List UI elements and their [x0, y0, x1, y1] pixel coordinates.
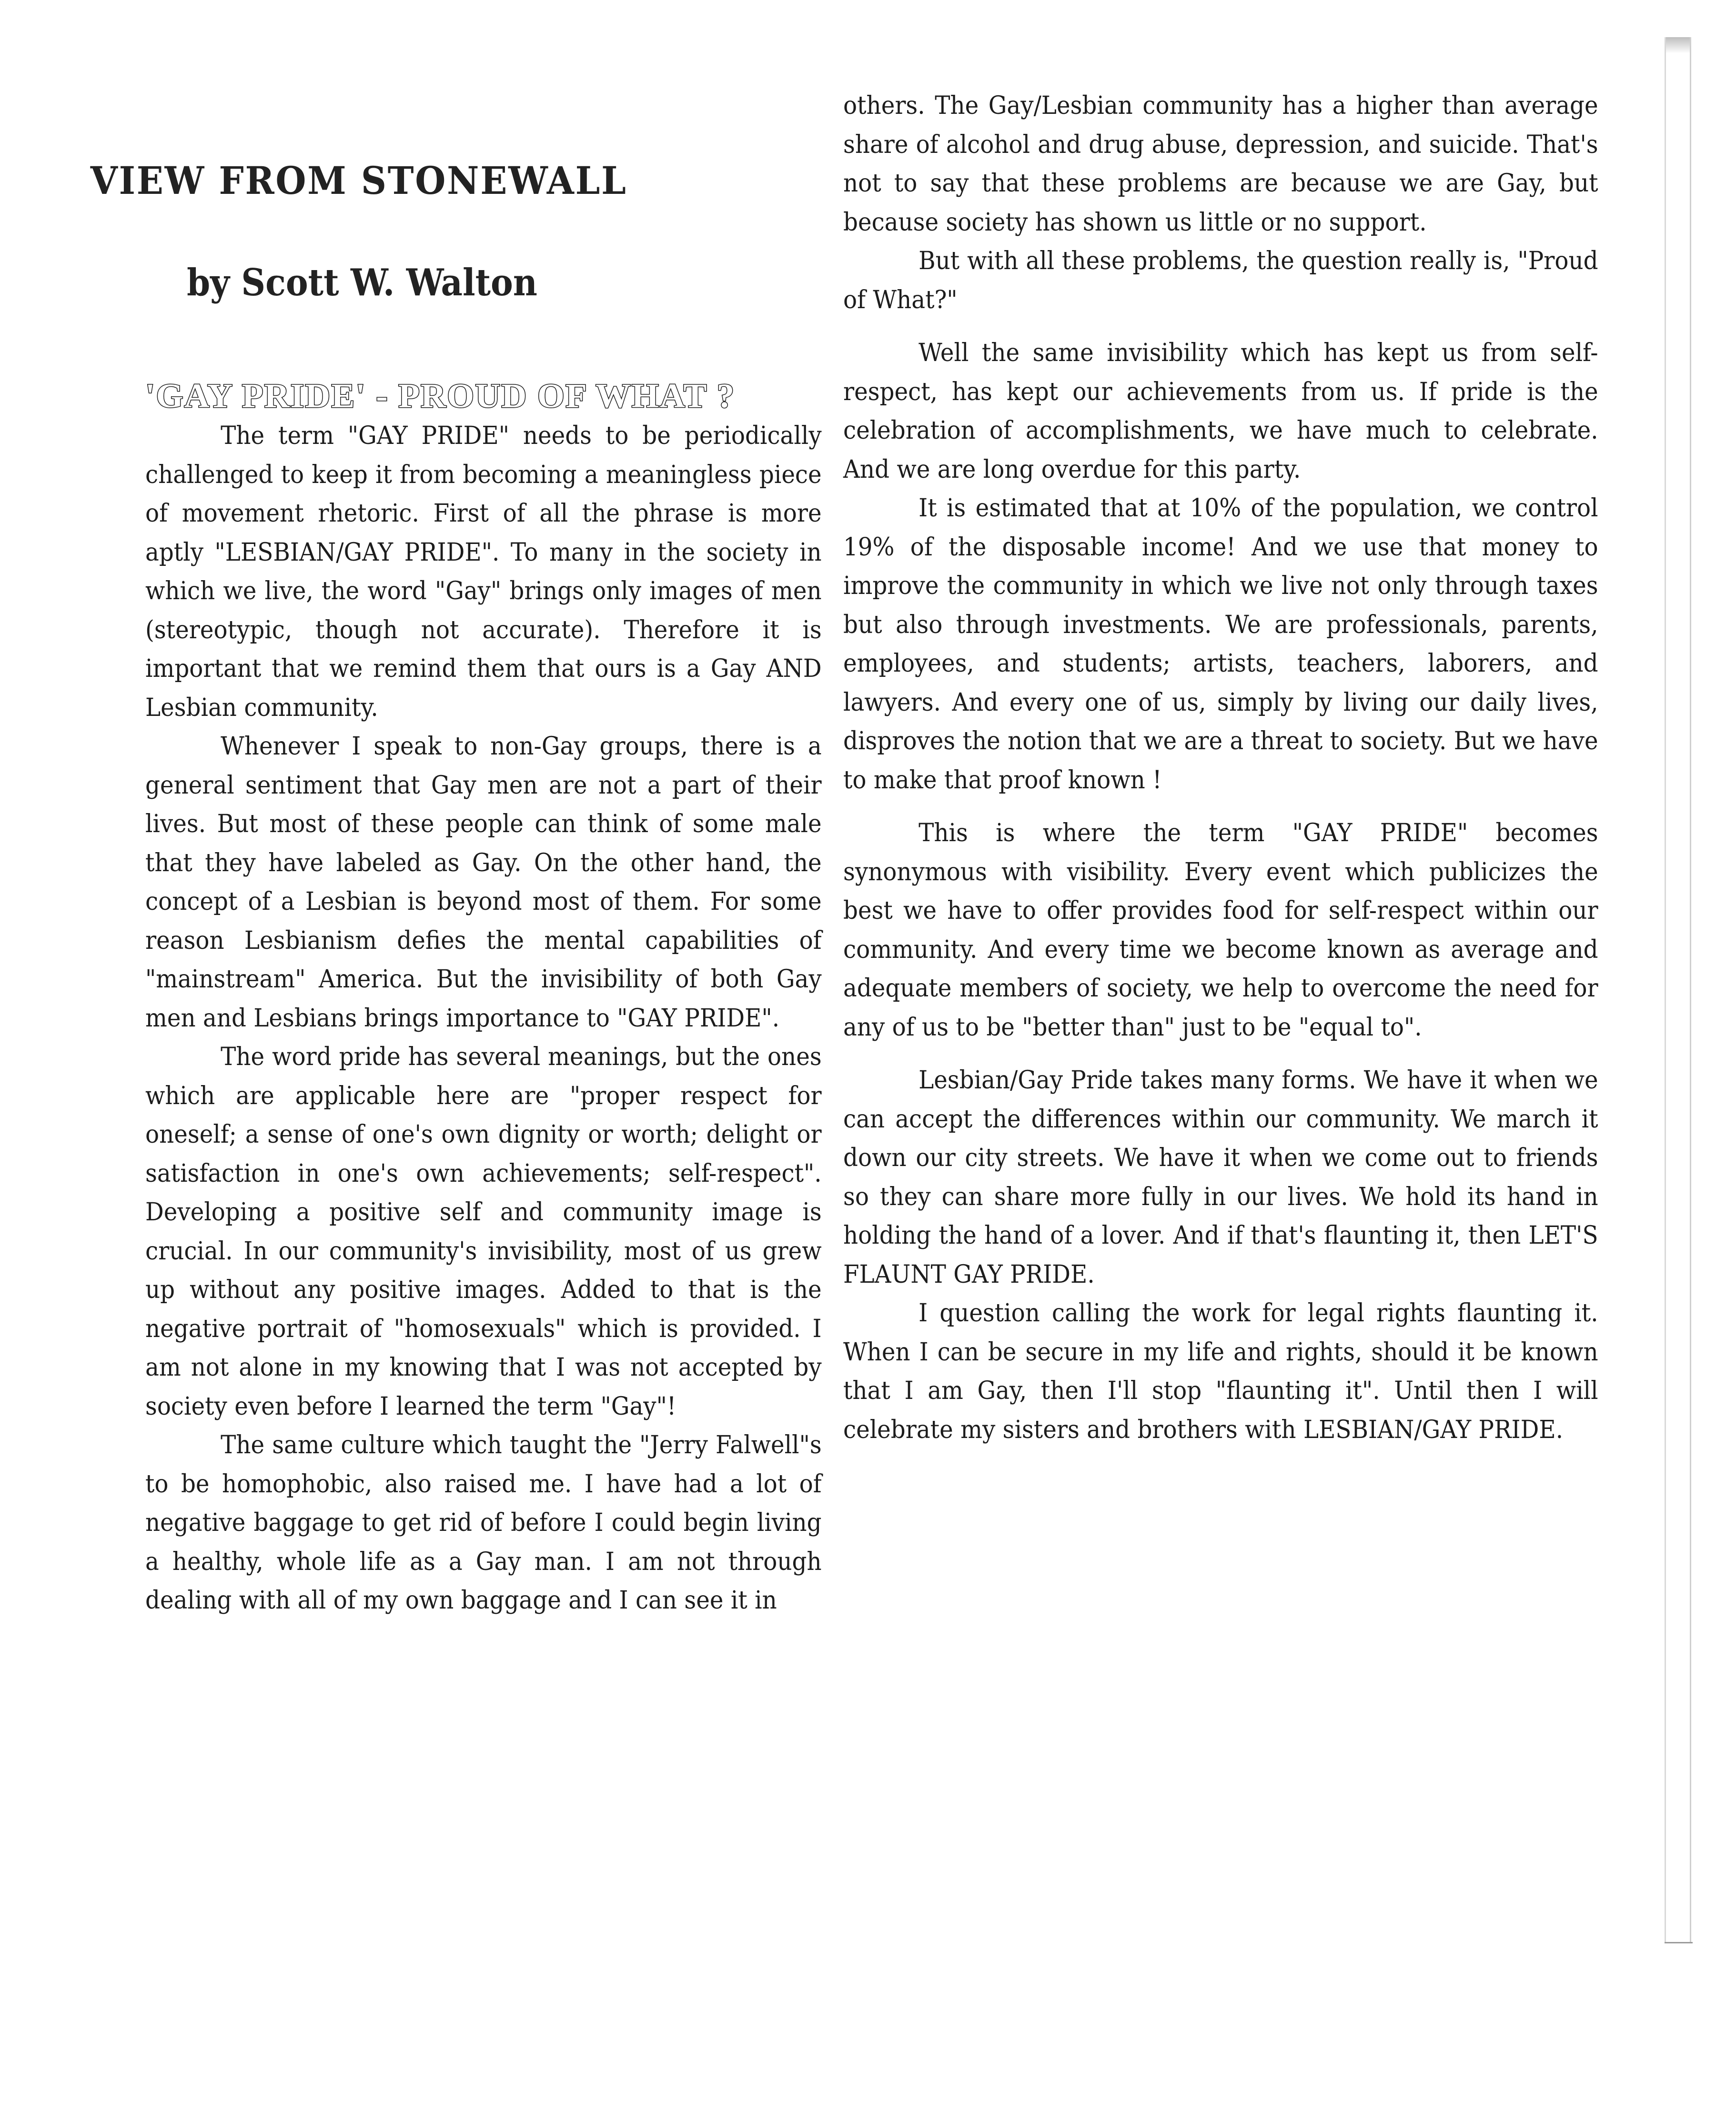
article-byline: by Scott W. Walton	[187, 261, 537, 304]
section-heading: 'GAY PRIDE' - PROUD OF WHAT ?	[145, 377, 736, 415]
right-column-text	[843, 87, 1598, 1449]
paragraph: Whenever I speak to non-Gay groups, there is a general sentiment that Gay men are not a part of their lives. But most of these people can think of some male that they have labeled as Gay. On the other hand, the concept of a Lesbian is beyond most of them. For some reason Lesbianism defies the mental capabilities of "mainstream" America. But the invisibility of both Gay men and Lesbians brings importance to "GAY PRIDE".	[145, 732, 822, 1033]
paragraph: It is estimated that at 10% of the population, we control 19% of the disposable income! And we use that money to improve the community in which we live not only through taxes but also through investments. We are professionals, parents, employees, and students; artists, teachers, laborers, and lawyers. And every one of us, simply by living our daily lives, disproves the notion that we are a threat to society. But we have to make that proof known !	[843, 494, 1598, 795]
paragraph: But with all these problems, the question really is, "Proud of What?"	[843, 247, 1598, 314]
paragraph: The term "GAY PRIDE" needs to be periodically challenged to keep it from becoming a meaningless piece of movement rhetoric. First of all the phrase is more aptly "LESBIAN/GAY PRIDE". To many in the society in which we live, the word "Gay" brings only images of men (stereotypic, though not accurate). Therefore it is important that we remind them that ours is a Gay AND Lesbian community.	[145, 422, 822, 722]
left-column-text	[145, 417, 822, 1620]
article-title: VIEW FROM STONEWALL	[90, 158, 627, 203]
paragraph: I question calling the work for legal rights flaunting it. When I can be secure in my life and rights, should it be known that I am Gay, then I'll stop "flaunting it". Until then I will celebrate my sisters and brothers with LESBIAN/GAY PRIDE.	[843, 1299, 1598, 1444]
page-edge-mark	[1665, 37, 1691, 1943]
paragraph-continued: others. The Gay/Lesbian community has a higher than average share of alcohol and drug abuse, depression, and suicide. That's not to say that these problems are because we are Gay, but because society has shown us little or no support.	[843, 91, 1598, 237]
paragraph: The word pride has several meanings, but the ones which are applicable here are "proper respect for oneself; a sense of one's own dignity or worth; delight or satisfaction in one's own achievements; self-respect". Developing a positive self and community image is crucial. In our community's invisibility, most of us grew up without any positive images. Added to that is the negative portrait of "homosexuals" which is provided. I am not alone in my knowing that I was not accepted by society even before I learned the term "Gay"!	[145, 1043, 822, 1421]
paragraph: Well the same invisibility which has kept us from self-respect, has kept our achievements from us. If pride is the celebration of accomplishments, we have much to celebrate. And we are long overdue for this party.	[843, 339, 1598, 484]
paragraph: This is where the term "GAY PRIDE" becomes synonymous with visibility. Every event which publicizes the best we have to offer provides food for self-respect within our community. And every time we become known as average and adequate members of society, we help to overcome the need for any of us to be "better than" just to be "equal to".	[843, 819, 1598, 1042]
left-column	[145, 417, 822, 1620]
paragraph: Lesbian/Gay Pride takes many forms. We have it when we can accept the differences within our community. We march it down our city streets. We have it when we come out to friends so they can share more fully in our lives. We hold its hand in holding the hand of a lover. And if that's flaunting it, then LET'S FLAUNT GAY PRIDE.	[843, 1066, 1598, 1289]
right-column	[843, 87, 1598, 1449]
paragraph: The same culture which taught the "Jerry Falwell"s to be homophobic, also raised me. I have had a lot of negative baggage to get rid of before I could begin living a healthy, whole life as a Gay man. I am not through dealing with all of my own baggage and I can see it in	[145, 1431, 822, 1615]
